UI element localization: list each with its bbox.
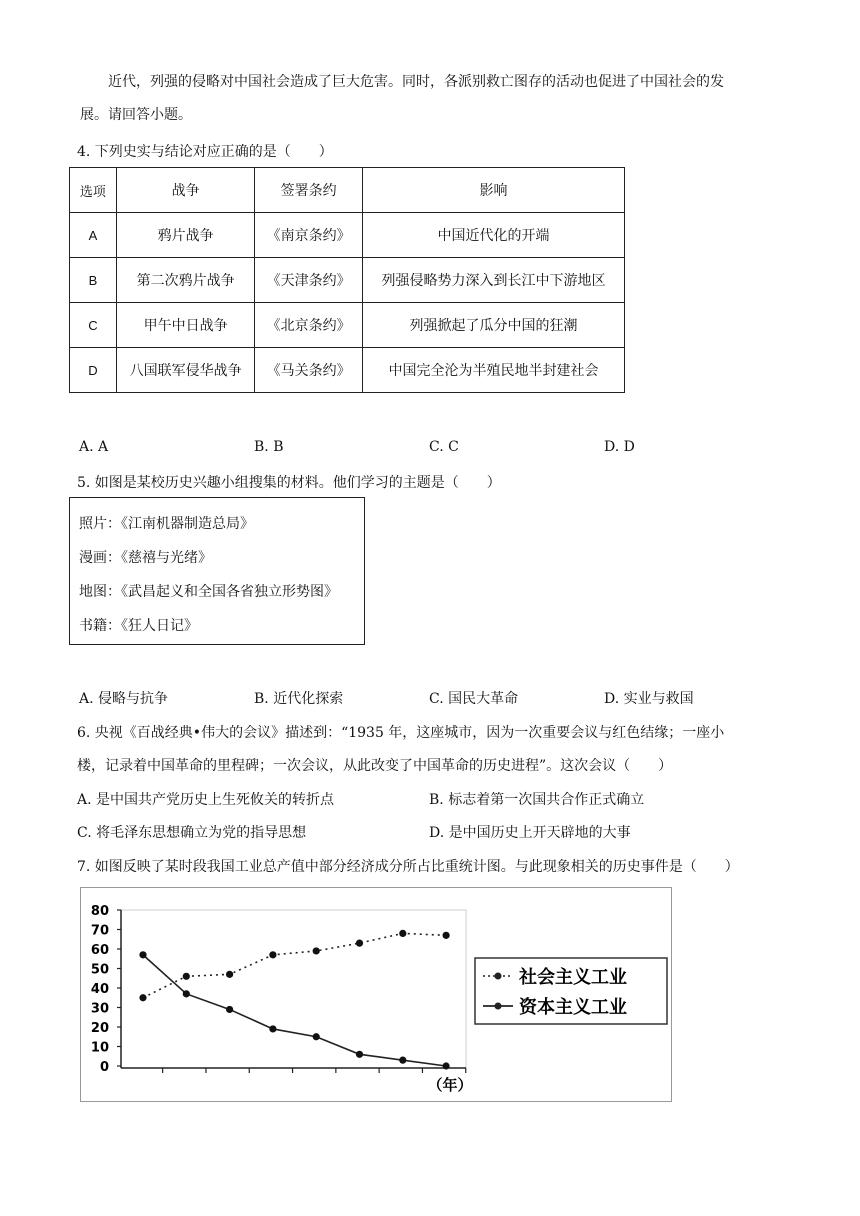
q5-option-c[interactable]: C. 国民大革命 xyxy=(429,691,519,707)
legend-marker-socialist xyxy=(495,973,502,980)
q6-option-d[interactable]: D. 是中国历史上开天辟地的大事 xyxy=(429,825,631,841)
series-2-point xyxy=(139,951,146,958)
x-axis-label: （年） xyxy=(427,1076,473,1094)
series-2-point xyxy=(399,1057,406,1064)
table-row xyxy=(70,303,625,348)
q5-option-d[interactable]: D. 实业与救国 xyxy=(604,691,694,707)
q4-option-b[interactable]: B. B xyxy=(254,439,284,455)
legend-label-socialist: 社会主义工业 xyxy=(519,967,627,988)
series-2-point xyxy=(356,1051,363,1058)
q7-stem: 7. 如图反映了某时段我国工业总产值中部分经济成分所占比重统计图。与此现象相关的历史事件是（ ） xyxy=(77,859,739,875)
material-item: 照片：《江南机器制造总局》 xyxy=(79,516,254,532)
table-header-cell: 影响 xyxy=(363,168,625,213)
table-cell: 甲午中日战争 xyxy=(116,303,254,348)
q5-option-a[interactable]: A. 侵略与抗争 xyxy=(79,691,169,707)
series-1-point xyxy=(139,994,146,1001)
y-tick-label: 80 xyxy=(90,904,109,919)
table-row xyxy=(70,258,625,303)
table-cell: 第二次鸦片战争 xyxy=(116,258,254,303)
series-2-point xyxy=(226,1006,233,1013)
table-cell: 《南京条约》 xyxy=(255,213,363,258)
material-item: 漫画：《慈禧与光绪》 xyxy=(79,550,212,566)
table-cell: 列强侵略势力深入到长江中下游地区 xyxy=(363,258,625,303)
q7-chart xyxy=(80,887,672,1102)
table-cell: 八国联军侵华战争 xyxy=(116,348,254,393)
q4-option-c[interactable]: C. C xyxy=(429,439,459,455)
table-cell: A xyxy=(70,213,117,258)
table-cell: 鸦片战争 xyxy=(116,213,254,258)
q4-option-a[interactable]: A. A xyxy=(79,439,109,455)
series-1-point xyxy=(269,951,276,958)
table-row xyxy=(70,213,625,258)
material-item: 书籍：《狂人日记》 xyxy=(79,618,198,634)
table-row xyxy=(70,348,625,393)
q4-table xyxy=(69,167,625,393)
y-tick-label: 10 xyxy=(90,1040,109,1056)
q6-option-a[interactable]: A. 是中国共产党历史上生死攸关的转折点 xyxy=(77,792,335,808)
table-cell: 中国近代化的开端 xyxy=(363,213,625,258)
line-chart xyxy=(81,888,671,1101)
q6-option-c[interactable]: C. 将毛泽东思想确立为党的指导思想 xyxy=(77,825,307,841)
table-cell: 《马关条约》 xyxy=(255,348,363,393)
legend-marker-capitalist xyxy=(495,1003,502,1010)
series-1-point xyxy=(313,947,320,954)
q6-option-b[interactable]: B. 标志着第一次国共合作正式确立 xyxy=(429,792,645,808)
y-tick-label: 50 xyxy=(90,962,109,978)
series-2-point xyxy=(183,990,190,997)
series-2-point xyxy=(313,1033,320,1040)
y-tick-label: 40 xyxy=(90,982,109,997)
table-cell: B xyxy=(70,258,117,303)
q4-option-d[interactable]: D. D xyxy=(604,439,635,455)
y-tick-label: 0 xyxy=(99,1060,109,1075)
y-tick-label: 30 xyxy=(90,1001,109,1017)
series-1-point xyxy=(183,973,190,980)
table-cell: 列强掀起了瓜分中国的狂潮 xyxy=(363,303,625,348)
intro-line-2: 展。请回答小题。 xyxy=(80,107,192,123)
y-tick-label: 20 xyxy=(90,1021,109,1036)
series-1-point xyxy=(226,971,233,978)
material-item: 地图：《武昌起义和全国各省独立形势图》 xyxy=(79,584,338,600)
chart-legend xyxy=(475,958,667,1024)
table-header-row xyxy=(70,168,625,213)
table-header-cell: 战争 xyxy=(116,168,254,213)
series-1-point xyxy=(443,932,450,939)
table-cell: 《天津条约》 xyxy=(255,258,363,303)
legend-label-capitalist: 资本主义工业 xyxy=(519,997,627,1018)
q5-stem: 5. 如图是某校历史兴趣小组搜集的材料。他们学习的主题是（ ） xyxy=(77,475,501,491)
q5-option-b[interactable]: B. 近代化探索 xyxy=(254,691,344,707)
table-cell: 中国完全沦为半殖民地半封建社会 xyxy=(363,348,625,393)
y-tick-label: 60 xyxy=(90,943,109,958)
table-cell: C xyxy=(70,303,117,348)
q5-material-box xyxy=(69,497,365,645)
q6-stem-line-2: 楼，记录着中国革命的里程碑；一次会议，从此改变了中国革命的历史进程”。这次会议（ ） xyxy=(77,758,673,774)
q4-stem: 4. 下列史实与结论对应正确的是（ ） xyxy=(77,144,333,160)
series-1-point xyxy=(399,930,406,937)
table-cell: D xyxy=(70,348,117,393)
series-1-point xyxy=(356,940,363,947)
series-2-point xyxy=(269,1025,276,1032)
table-header-cell: 选项 xyxy=(70,168,117,213)
table-cell: 《北京条约》 xyxy=(255,303,363,348)
intro-line-1: 近代，列强的侵略对中国社会造成了巨大危害。同时，各派别救亡图存的活动也促进了中国社会的发 xyxy=(108,74,724,90)
table-header-cell: 签署条约 xyxy=(255,168,363,213)
q6-stem-line-1: 6. 央视《百战经典•伟大的会议》描述到：“1935 年，这座城市，因为一次重要会议与红色结缘；一座小 xyxy=(77,725,725,741)
series-2-point xyxy=(443,1062,450,1069)
y-tick-label: 70 xyxy=(90,923,109,939)
